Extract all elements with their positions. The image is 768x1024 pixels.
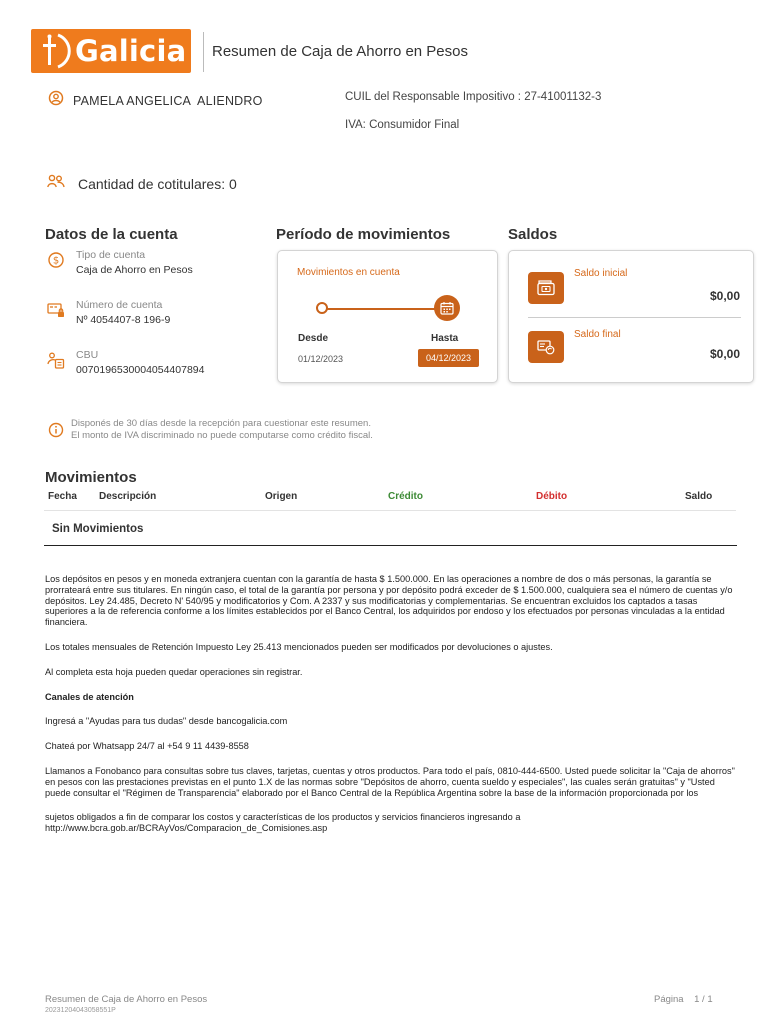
- cotitulares-row: [47, 174, 237, 193]
- legal-retention-paragraph: Los totales mensuales de Retención Impuesto Ley 25.413 mencionados pueden ser modificados por devoluciones o ajustes.: [45, 641, 553, 652]
- wallet-icon: [528, 272, 564, 304]
- document-title: Resumen de Caja de Ahorro en Pesos: [212, 43, 468, 60]
- notice-row: [48, 418, 373, 443]
- cotitulares-count: Cantidad de cotitulares: 0: [78, 175, 237, 192]
- cbu-label: CBU: [76, 349, 99, 361]
- svg-text:$: $: [52, 255, 60, 267]
- col-debito: Débito: [536, 491, 568, 502]
- timeline-line: [325, 308, 441, 310]
- desde-label: Desde: [298, 333, 329, 344]
- header-divider: [203, 32, 204, 72]
- channel-web: Ingresá a "Ayudas para tus dudas" desde bancogalicia.com: [45, 716, 288, 727]
- legal-text: [45, 574, 735, 848]
- account-number-label: Número de cuenta: [76, 299, 163, 311]
- account-section-title: Datos de la cuenta: [45, 226, 178, 243]
- page-number: Página 1 / 1: [654, 994, 713, 1005]
- notice-line-2: El monto de IVA discriminado no puede computarse como crédito fiscal.: [71, 429, 373, 441]
- period-card: [277, 250, 498, 383]
- col-descripcion: Descripción: [99, 491, 157, 502]
- balances-section-title: Saldos: [508, 226, 558, 243]
- movements-title: Movimientos: [45, 469, 137, 486]
- table-bottom-rule: [44, 545, 737, 546]
- holder-row: [48, 90, 263, 111]
- legal-guarantee-paragraph: Los depósitos en pesos y en moneda extranjera cuentan con la garantía de hasta $ 1.500.000. En las operaciones a nombre de dos o más personas, la garantía se prorrateará entre sus titulares. En ningún caso, el total de la garantía por persona y por depósito podrá exceder de $ 1.500.000, cualquiera sea el número de cuentas y/o depósitos. Ley 24.485, Decreto N' 540/95 y modificatorios y Com. A 2337 y sus modificatorias y complementarias. Se encuentran excluidos los captados a tasas superiores a la de referencia conforme a los límites establecidos por el Banco Central, los adquiridos por endoso y los efectuados por personas vinculadas a la entidad financiera.: [45, 574, 733, 628]
- table-header-divider: [44, 510, 736, 511]
- calendar-icon: [434, 295, 460, 321]
- galicia-logo: [31, 29, 191, 73]
- cuil-text: CUIL del Responsable Impositivo : 27-41001132-3: [345, 91, 602, 103]
- final-balance-label: Saldo final: [574, 329, 621, 340]
- cash-refresh-icon: [528, 331, 564, 363]
- initial-balance-label: Saldo inicial: [574, 268, 628, 279]
- balances-divider: [528, 317, 741, 318]
- bcra-comparison-paragraph: sujetos obligados a fin de comparar los costos y características de los productos y servicios financieros ingresando a http://www.bcra.gob.ar/BCRAyVos/Comparacion_de_Comisiones.asp: [45, 812, 521, 834]
- no-movements-text: Sin Movimientos: [52, 523, 144, 535]
- initial-balance-value: $0,00: [709, 289, 740, 303]
- notice-line-1: Disponés de 30 días desde la recepción para cuestionar este resumen.: [71, 418, 371, 429]
- balances-card: [508, 250, 754, 383]
- logo-text: Galicia: [75, 34, 187, 68]
- desde-date: 01/12/2023: [298, 354, 344, 364]
- notice-text: [71, 418, 373, 443]
- cbu-value: 0070196530004054407894: [76, 364, 205, 376]
- timeline-start-dot: [316, 302, 328, 314]
- channel-whatsapp: Chateá por Whatsapp 24/7 al +54 9 11 4439-8558: [45, 741, 249, 752]
- account-type-label: Tipo de cuenta: [76, 249, 146, 261]
- card-lock-icon: [47, 301, 65, 319]
- users-icon: [47, 174, 65, 193]
- channel-fonobanco: Llamanos a Fonobanco para consultas sobre tus claves, tarjetas, cuentas y otros productos. Para todo el país, 0810-444-6500. Usted puede solicitar la "Caja de ahorros" en pesos con las prestaciones previstas en el punto 1.X de las normas sobre "Depósitos de ahorro, cuenta sueldo y especiales", las cuales serán gratuitas" y "Usted puede consultar el "Régimen de Transparencia" elaborado por el Banco Central de la República Argentina sobre la base de la información proporcionada por los: [45, 765, 735, 798]
- footer-title: Resumen de Caja de Ahorro en Pesos: [45, 994, 208, 1005]
- final-balance-value: $0,00: [709, 347, 740, 361]
- col-fecha: Fecha: [48, 491, 77, 502]
- account-number-value: Nº 4054407-8 196-9: [76, 314, 171, 326]
- account-type-value: Caja de Ahorro en Pesos: [76, 264, 193, 276]
- galicia-cross-icon: [31, 29, 73, 73]
- service-channels-heading: Canales de atención: [45, 691, 134, 702]
- movements-card-label: Movimientos en cuenta: [297, 267, 400, 278]
- col-saldo: Saldo: [685, 491, 713, 502]
- info-icon: [48, 418, 64, 443]
- user-pin-icon: [48, 90, 64, 111]
- cbu-row: [47, 349, 204, 376]
- col-origen: Origen: [265, 491, 298, 502]
- account-type-row: [47, 249, 193, 276]
- legal-unregistered-paragraph: Al completa esta hoja pueden quedar operaciones sin registrar.: [45, 666, 303, 677]
- iva-text: IVA: Consumidor Final: [345, 119, 460, 131]
- account-number-row: [47, 299, 170, 326]
- col-credito: Crédito: [388, 491, 423, 502]
- hasta-label: Hasta: [431, 333, 459, 344]
- holder-name: PAMELA ANGELICA ALIENDRO: [73, 93, 263, 108]
- hasta-date-badge: 04/12/2023: [418, 349, 479, 367]
- period-section-title: Período de movimientos: [276, 226, 451, 243]
- person-document-icon: [47, 351, 65, 369]
- footer-code: 20231204043058551P: [45, 1007, 116, 1014]
- dollar-coin-icon: [47, 251, 65, 269]
